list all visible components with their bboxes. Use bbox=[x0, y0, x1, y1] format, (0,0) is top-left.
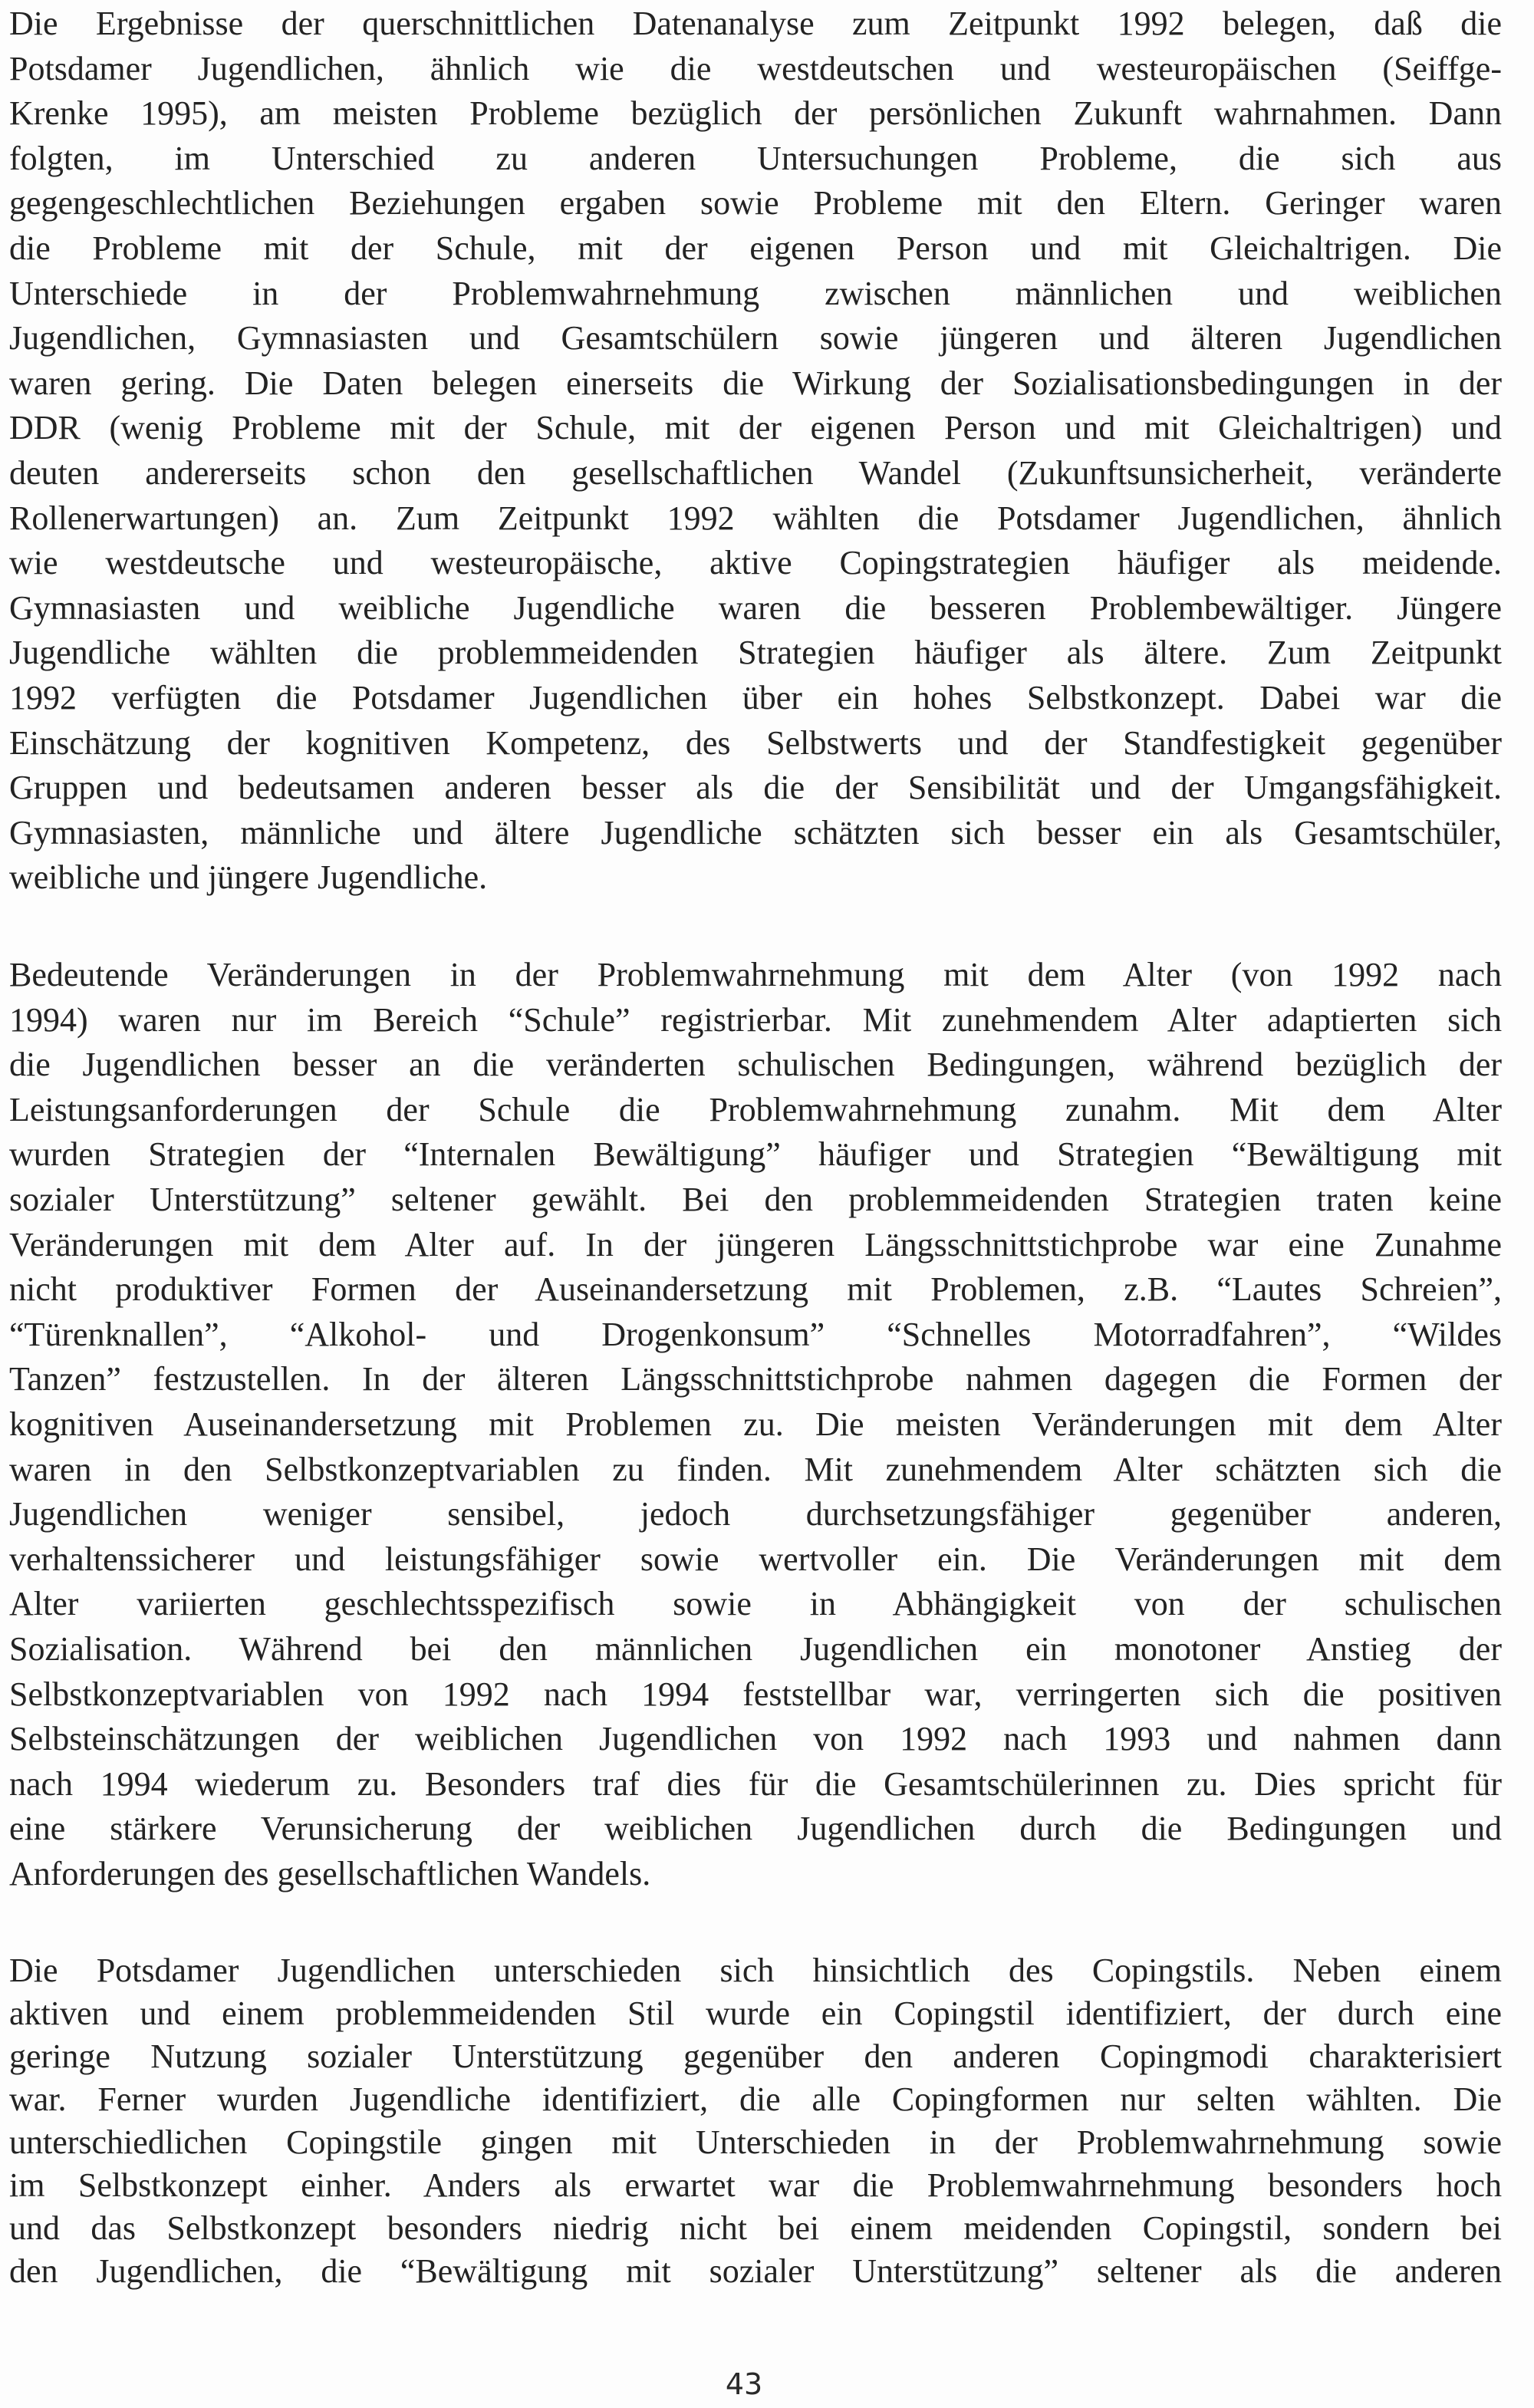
text-line: Einschätzung der kognitiven Kompetenz, des Selbstwerts und der Standfestigkeit gegenüber bbox=[9, 723, 1502, 762]
text-line: “Türenknallen”, “Alkohol- und Drogenkonsum” “Schnelles Motorradfahren”, “Wildes bbox=[9, 1315, 1502, 1353]
text-line: und das Selbstkonzept besonders niedrig nicht bei einem meidenden Copingstil, sondern bei bbox=[9, 2209, 1502, 2247]
text-line: Rollenerwartungen) an. Zum Zeitpunkt 1992 wählten die Potsdamer Jugendlichen, ähnlich bbox=[9, 499, 1502, 537]
text-line: Gymnasiasten, männliche und ältere Jugendliche schätzten sich besser ein als Gesamtschüler, bbox=[9, 813, 1502, 852]
paragraph-2 bbox=[9, 953, 1502, 1896]
text-line: die Jugendlichen besser an die veränderten schulischen Bedingungen, während bezüglich der bbox=[9, 1046, 1502, 1084]
text-line: die Probleme mit der Schule, mit der eigenen Person und mit Gleichaltrigen. Die bbox=[9, 229, 1502, 267]
paragraph-3 bbox=[9, 1949, 1502, 2293]
text-line: eine stärkere Verunsicherung der weiblichen Jugendlichen durch die Bedingungen und bbox=[9, 1810, 1502, 1848]
text-line: Gruppen und bedeutsamen anderen besser als die der Sensibilität und der Umgangsfähigkeit. bbox=[9, 769, 1502, 807]
text-line: Krenke 1995), am meisten Probleme bezüglich der persönlichen Zukunft wahrnahmen. Dann bbox=[9, 94, 1502, 133]
text-line: Jugendliche wählten die problemmeidenden Strategien häufiger als ältere. Zum Zeitpunkt bbox=[9, 634, 1502, 672]
text-line: aktiven und einem problemmeidenden Stil wurde ein Copingstil identifiziert, der durch eine bbox=[9, 1995, 1502, 2032]
text-line: war. Ferner wurden Jugendliche identifiziert, die alle Copingformen nur selten wählten. Die bbox=[9, 2080, 1502, 2118]
text-line: waren gering. Die Daten belegen einerseits die Wirkung der Sozialisationsbedingungen in der bbox=[9, 364, 1502, 402]
text-line: kognitiven Auseinandersetzung mit Problemen zu. Die meisten Veränderungen mit dem Alter bbox=[9, 1405, 1502, 1443]
text-line: Bedeutende Veränderungen in der Problemwahrnehmung mit dem Alter (von 1992 nach bbox=[9, 956, 1502, 993]
text-line: Veränderungen mit dem Alter auf. In der jüngeren Längsschnittstichprobe war eine Zunahme bbox=[9, 1225, 1502, 1263]
text-line: Selbstkonzeptvariablen von 1992 nach 1994 feststellbar war, verringerten sich die positiven bbox=[9, 1675, 1502, 1713]
text-line: wie westdeutsche und westeuropäische, aktive Copingstrategien häufiger als meidende. bbox=[9, 544, 1502, 582]
text-line: Die Potsdamer Jugendlichen unterschieden sich hinsichtlich des Copingstils. Neben einem bbox=[9, 1952, 1502, 1989]
text-line: Sozialisation. Während bei den männlichen Jugendlichen ein monotoner Anstieg der bbox=[9, 1629, 1502, 1668]
text-line: deuten andererseits schon den gesellschaftlichen Wandel (Zukunftsunsicherheit, veränderte bbox=[9, 453, 1502, 492]
text-line: Jugendlichen weniger sensibel, jedoch durchsetzungsfähiger gegenüber anderen, bbox=[9, 1495, 1502, 1533]
text-line: waren in den Selbstkonzeptvariablen zu finden. Mit zunehmendem Alter schätzten sich die bbox=[9, 1450, 1502, 1488]
text-line: DDR (wenig Probleme mit der Schule, mit der eigenen Person und mit Gleichaltrigen) und bbox=[9, 409, 1502, 447]
text-line: Die Ergebnisse der querschnittlichen Datenanalyse zum Zeitpunkt 1992 belegen, daß die bbox=[9, 5, 1502, 42]
paragraph-1 bbox=[9, 2, 1502, 901]
text-line: nicht produktiver Formen der Auseinandersetzung mit Problemen, z.B. “Lautes Schreien”, bbox=[9, 1270, 1502, 1309]
text-line: Tanzen” festzustellen. In der älteren Längsschnittstichprobe nahmen dagegen die Formen der bbox=[9, 1360, 1502, 1398]
text-line: folgten, im Unterschied zu anderen Untersuchungen Probleme, die sich aus bbox=[9, 139, 1502, 177]
text-line: unterschiedlichen Copingstile gingen mit Unterschieden in der Problemwahrnehmung sowie bbox=[9, 2123, 1502, 2161]
text-line: den Jugendlichen, die “Bewältigung mit sozialer Unterstützung” seltener als die anderen bbox=[9, 2252, 1502, 2290]
page-number: 43 bbox=[725, 2367, 763, 2401]
text-line: sozialer Unterstützung” seltener gewählt. Bei den problemmeidenden Strategien traten keine bbox=[9, 1180, 1502, 1218]
text-line: Jugendlichen, Gymnasiasten und Gesamtschülern sowie jüngeren und älteren Jugendlichen bbox=[9, 319, 1502, 357]
text-line: weibliche und jüngere Jugendliche. bbox=[9, 858, 488, 897]
text-line: Unterschiede in der Problemwahrnehmung zwischen männlichen und weiblichen bbox=[9, 274, 1502, 312]
text-line: Selbsteinschätzungen der weiblichen Jugendlichen von 1992 nach 1993 und nahmen dann bbox=[9, 1720, 1502, 1758]
text-line: Leistungsanforderungen der Schule die Problemwahrnehmung zunahm. Mit dem Alter bbox=[9, 1090, 1502, 1128]
text-line: im Selbstkonzept einher. Anders als erwartet war die Problemwahrnehmung besonders hoch bbox=[9, 2166, 1502, 2204]
text-line: 1992 verfügten die Potsdamer Jugendlichen über ein hohes Selbstkonzept. Dabei war die bbox=[9, 678, 1502, 716]
text-line: nach 1994 wiederum zu. Besonders traf dies für die Gesamtschülerinnen zu. Dies spricht für bbox=[9, 1764, 1502, 1803]
text-line: 1994) waren nur im Bereich “Schule” registrierbar. Mit zunehmendem Alter adaptierten sich bbox=[9, 1000, 1502, 1039]
text-line: wurden Strategien der “Internalen Bewältigung” häufiger und Strategien “Bewältigung mit bbox=[9, 1135, 1502, 1174]
text-line: geringe Nutzung sozialer Unterstützung gegenüber den anderen Copingmodi charakterisiert bbox=[9, 2037, 1502, 2075]
text-line: Gymnasiasten und weibliche Jugendliche waren die besseren Problembewältiger. Jüngere bbox=[9, 588, 1502, 627]
text-line: Anforderungen des gesellschaftlichen Wandels. bbox=[9, 1854, 651, 1892]
text-line: verhaltenssicherer und leistungsfähiger sowie wertvoller ein. Die Veränderungen mit dem bbox=[9, 1540, 1502, 1578]
text-line: Potsdamer Jugendlichen, ähnlich wie die westdeutschen und westeuropäischen (Seiffge- bbox=[9, 49, 1502, 87]
text-line: Alter variierten geschlechtsspezifisch sowie in Abhängigkeit von der schulischen bbox=[9, 1585, 1502, 1623]
text-line: gegengeschlechtlichen Beziehungen ergaben sowie Probleme mit den Eltern. Geringer waren bbox=[9, 184, 1502, 222]
